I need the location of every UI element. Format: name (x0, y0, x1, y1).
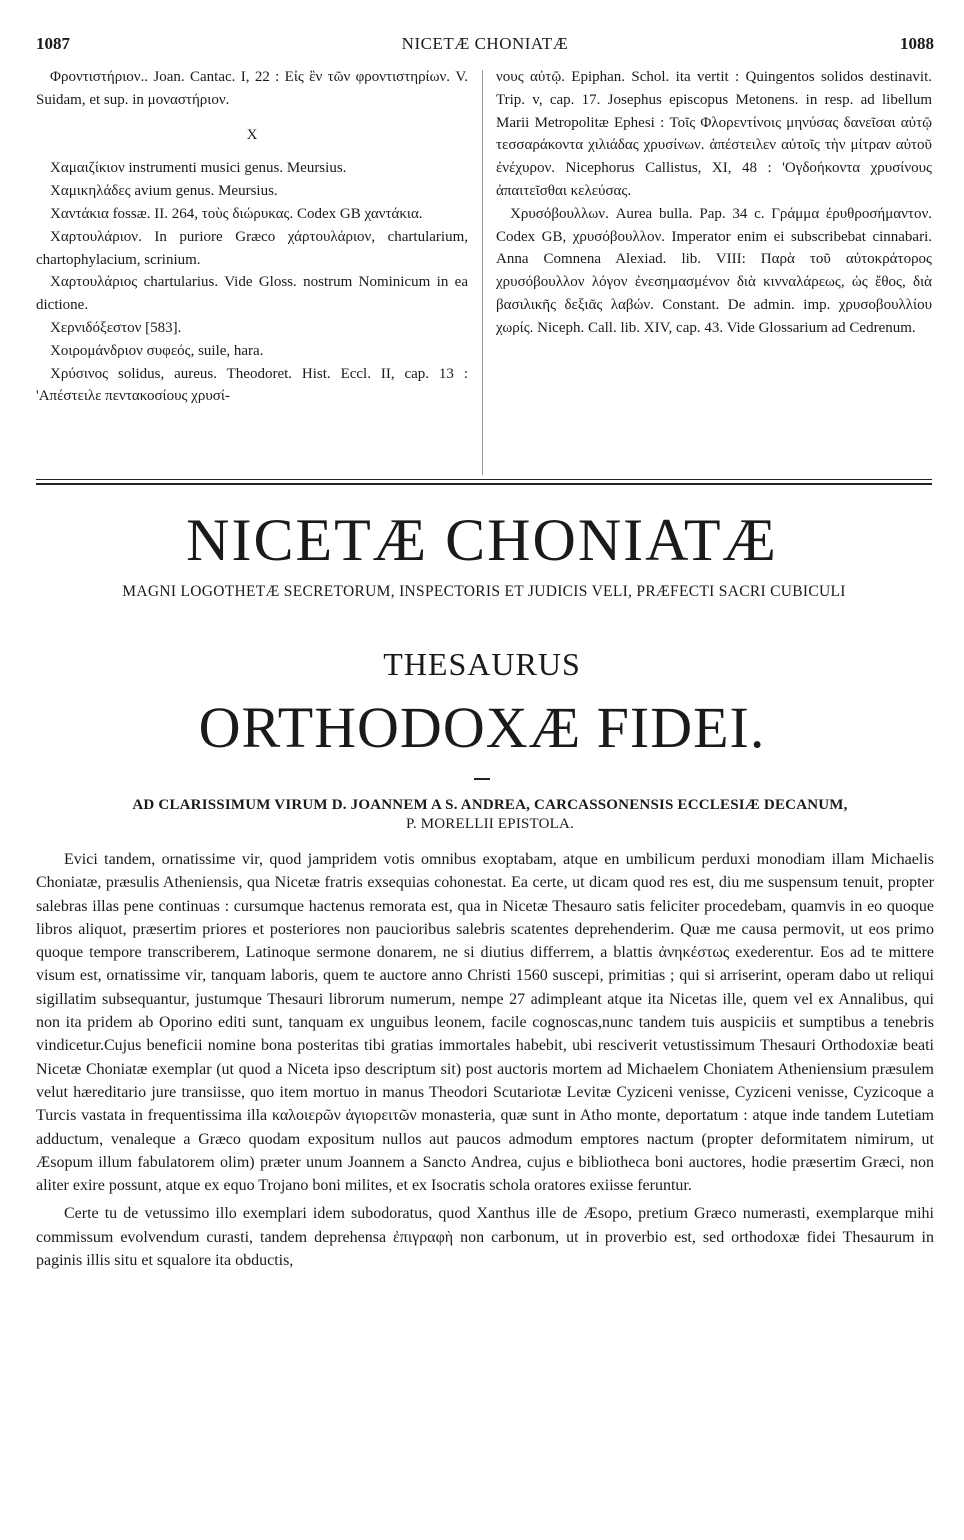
page-number-left: 1087 (36, 34, 70, 53)
glossary-entry: νους αὐτῷ. Epiphan. Schol. ita vertit : Quingentos solidos destinavit. Trip. v, cap. 17. Josephus episcopus Metonens. in resp. ad libellum Marii Metropolitæ Ephesi : Τοῖς Φλορεντίνοις μηνύσας δανεῖσαι αὐτῷ τεσσαράκοντα χιλιάδας χρυσίνων. ἀπέστειλεν αὐτοῖς τὴν μίτραν αὐτοῦ ἐνέχυρον. Nicephorus Callistus, XI, 48 : 'Ογδοήκοντα χρυσίνους ἀπαιτεῖσθαι κελεύσας. (496, 69, 932, 199)
address-line-2: P. MORELLII EPISTOLA. (405, 815, 575, 832)
title-dash (474, 778, 490, 780)
title-thesaurus: THESAURUS (383, 646, 581, 682)
epistle-body (36, 848, 934, 1272)
glossary-entry: Χαμικηλάδες avium genus. Meursius. (50, 183, 278, 200)
separator-rule (36, 479, 932, 480)
column-divider (482, 70, 483, 475)
epistle-address (46, 796, 934, 833)
body-paragraph: Evici tandem, ornatissime vir, quod jampridem votis omnibus exoptabam, atque en umbilicum perduxi monodiam illam Michaelis Choniatæ, præsulis Atheniensis, qua Nicetæ fratris exsequias cohonestat. Ea certe, ut dicam quod res est, diu me suspensum tenuit, propter salebras illas pene continuas : cursumque hactenus remorata est, qua in Nicetæ Thesauro satis feliciter procedebam, quamvis in eo quoque libros aliquot, præsertim priores et posteriores non paucioribus salebris scatentes deprehenderim. Quæ me causa permovit, ut eos primo quoque tempore transcriberem, Latinoque sermone donarem, ne si diutius differrem, a blattis ἀνηκέστως exederentur. Eos ad te mittere visum est, ornatissime vir, tanquam laboris, quem te auctore anno Christi 1560 suscepi, primitias ; qui si arriserint, operam dabo ut reliqui sigillatim subsequantur, justumque Thesauri librorum numerum, nempe 27 adimpleant atque ita Nicetas ille, quem vel ex Annalibus, qui non ita pridem ab Oporino editi sunt, tanquam ex unguibus leonem, facile cognoscas,nunc tandem tuis auspiciis et sumptibus a tenebris vindicetur.Cujus beneficii nomine bona posteritas tibi gratias immortales habebit, ubi resciverit vetustissimum Thesauri Orthodoxiæ beati Nicetæ Choniatæ exemplar (ut quod a Niceta ipso descriptum sit) post auctoris mortem ad Michaelem Choniatem Atheniensium præsulem velut hæreditario jure transiisse, quo item mortuo in manus Theodori Scutariotæ Levitæ Cyziceni venisse, Cyziceni venisse, Cyzicoque a Turcis vastata in frequentissima illa καλοιερῶν ἁγιορειτῶν monasteria, quæ sunt in Atho monte, deportatum : atque inde tandem Lutetiam adductum, venaleque a Græco quodam expositum nullos aut paucos admodum emptores nactum (propter deformitatem nimirum, ut Æsopum illum fabulatorem olim) præter unum Joannem a Sancto Andrea, cujus e bibliotheca boni auctores, hodie præsertim Græci, non aliter exire possunt, atque ex equo Trojano boni milites, et ex Isocratis schola oratores exiisse feruntur. (36, 851, 934, 1195)
glossary-column-right (496, 66, 932, 340)
glossary-entry: Χρύσινος solidus, aureus. Theodoret. Hist. Eccl. II, cap. 13 : 'Απέστειλε πεντακοσίους χρυσί- (36, 365, 468, 405)
glossary-entry: Χαρτουλάριος chartularius. Vide Gloss. nostrum Nominicum in ea dictione. (36, 274, 468, 314)
running-title: NICETÆ CHONIATÆ (401, 34, 569, 53)
address-line-1: AD CLARISSIMUM VIRUM D. JOANNEM A S. ANDREA, CARCASSONENSIS ECCLESIÆ DECANUM, (132, 797, 848, 813)
glossary-entry: Χρυσόβουλλων. Aurea bulla. Pap. 34 c. Γράμμα ἐρυθροσήμαντον. Codex GB, χρυσόβουλλον. Imperator enim ei subscribebat cinnabari. Anna Comnena Alexiad. lib. VIII: Παρὰ τοῦ αὐτοκράτορος χρυσόβουλλον λόγον ἐνεσημασμένον διὰ κινναλάρεως, ὡς ἔθος, διὰ βασιλικῆς δεξιᾶς λαβών. Constant. De admin. imp. χρυσοβουλλίου χωρίς. Niceph. Call. lib. XIV, cap. 43. Vide Glossarium ad Cedrenum. (496, 205, 932, 336)
separator-rule-thick (36, 483, 932, 485)
glossary-column-left (36, 66, 468, 408)
glossary-entry: Χαντάκια fossæ. II. 264, τοὺς διώρυκας. Codex GB χαντάκια. (50, 205, 423, 222)
glossary-entry: Χερνιδόξεστον [583]. (50, 319, 182, 336)
main-title: NICETÆ CHONIATÆ (186, 507, 778, 573)
running-header (36, 34, 934, 58)
glossary-entry: Χαρτουλάριον. In puriore Græco χάρτουλάριον, chartularium, chartophylacium, scrinium. (36, 228, 468, 268)
body-paragraph: Certe tu de vetussimo illo exemplari idem subodoratus, quod Xanthus ille de Æsopo, pretium Græco numerasti, exemplarque mihi commissum evolvendum curasti, tandem deprehensa ἐπιγραφὴ non carbonum, ut in proverbio est, sed orthodoxæ fidei Thesaurum in paginis illis situ et squalore ita obductis, (36, 1205, 934, 1270)
page-number-right: 1088 (900, 34, 934, 53)
glossary-entry: Χοιρομάνδριον συφεός, suile, hara. (50, 342, 264, 359)
glossary-entry: Φροντιστήριον.. Joan. Cantac. I, 22 : Εἰς ἓν τῶν φροντιστηρίων. V. Suidam, et sup. in μοναστήριον. (36, 69, 468, 108)
title-fidei: ORTHODOXÆ FIDEI. (198, 695, 766, 760)
title-subtitle: MAGNI LOGOTHETÆ SECRETORUM, INSPECTORIS ET JUDICIS VELI, PRÆFECTI SACRI CUBICULI (122, 583, 846, 600)
glossary-entry: Χαμαιζίκιον instrumenti musici genus. Meursius. (50, 160, 347, 177)
section-letter: X (246, 126, 258, 143)
